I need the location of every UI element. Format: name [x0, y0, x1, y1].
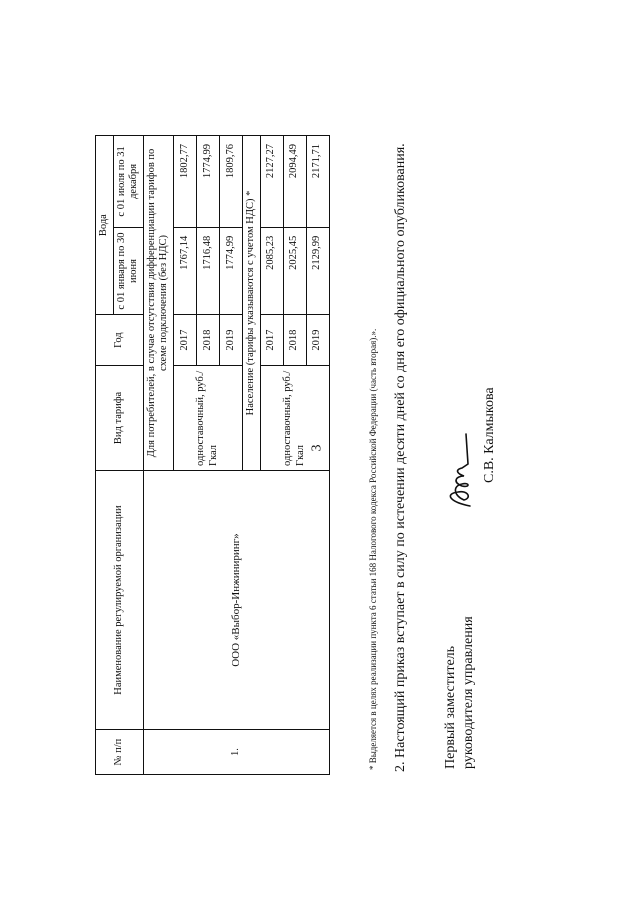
header-period2: с 01 июля по 31 декабря: [113, 136, 143, 228]
header-group: Вода: [96, 136, 114, 315]
section2-type: одноставочный, руб./Гкал: [260, 365, 329, 470]
page-number: 3: [309, 444, 325, 452]
cell-year: 2018: [283, 315, 306, 366]
cell-value: 2129,99: [306, 227, 329, 314]
table-header-row: [96, 136, 114, 775]
cell-value: 1716,48: [196, 227, 219, 314]
signatory-position: [442, 616, 477, 769]
header-tariff-type: Вид тарифа: [96, 365, 144, 470]
cell-value: 1774,99: [219, 227, 242, 314]
clause-text: 2. Настоящий приказ вступает в силу по истечении десяти дней со дня его официального опубликования.: [393, 143, 408, 772]
header-num: № п/п: [96, 730, 144, 775]
handwritten-signature: [440, 430, 480, 510]
cell-year: 2017: [173, 315, 196, 366]
org-name: ООО «Выбор-Инжиниринг»: [143, 470, 329, 729]
cell-year: 2019: [219, 315, 242, 366]
cell-year: 2018: [196, 315, 219, 366]
cell-value: 2171,71: [306, 136, 329, 228]
tariff-table: [95, 135, 330, 775]
position-line-2: руководителя управления: [460, 616, 476, 769]
cell-value: 1767,14: [173, 227, 196, 314]
cell-value: 2025,45: [283, 227, 306, 314]
section1-caption: Для потребителей, в случае отсутствия дифференциации тарифов по схеме подключения (без НДС): [143, 136, 173, 471]
footnote: * Выделяется в целях реализации пункта 6 статьи 168 Налогового кодекса Российской Федерации (часть вторая).».: [368, 328, 378, 770]
position-line-1: Первый заместитель: [443, 645, 458, 769]
table-row: [143, 136, 173, 775]
cell-value: 1809,76: [219, 136, 242, 228]
signatory-name: С.В. Калмыкова: [482, 387, 497, 483]
cell-value: 2085,23: [260, 227, 283, 314]
cell-value: 2127,27: [260, 136, 283, 228]
cell-year: 2019: [306, 315, 329, 366]
row-number: 1.: [143, 730, 329, 775]
cell-value: 2094,49: [283, 136, 306, 228]
cell-year: 2017: [260, 315, 283, 366]
header-period1: с 01 января по 30 июня: [113, 227, 143, 314]
cell-value: 1802,77: [173, 136, 196, 228]
header-org: Наименование регулируемой организации: [96, 470, 144, 729]
section1-type: одноставочный, руб./Гкал: [173, 365, 242, 470]
section2-caption: Население (тарифы указываются с учетом НДС) *: [242, 136, 260, 471]
cell-value: 1774,99: [196, 136, 219, 228]
header-year: Год: [96, 315, 144, 366]
